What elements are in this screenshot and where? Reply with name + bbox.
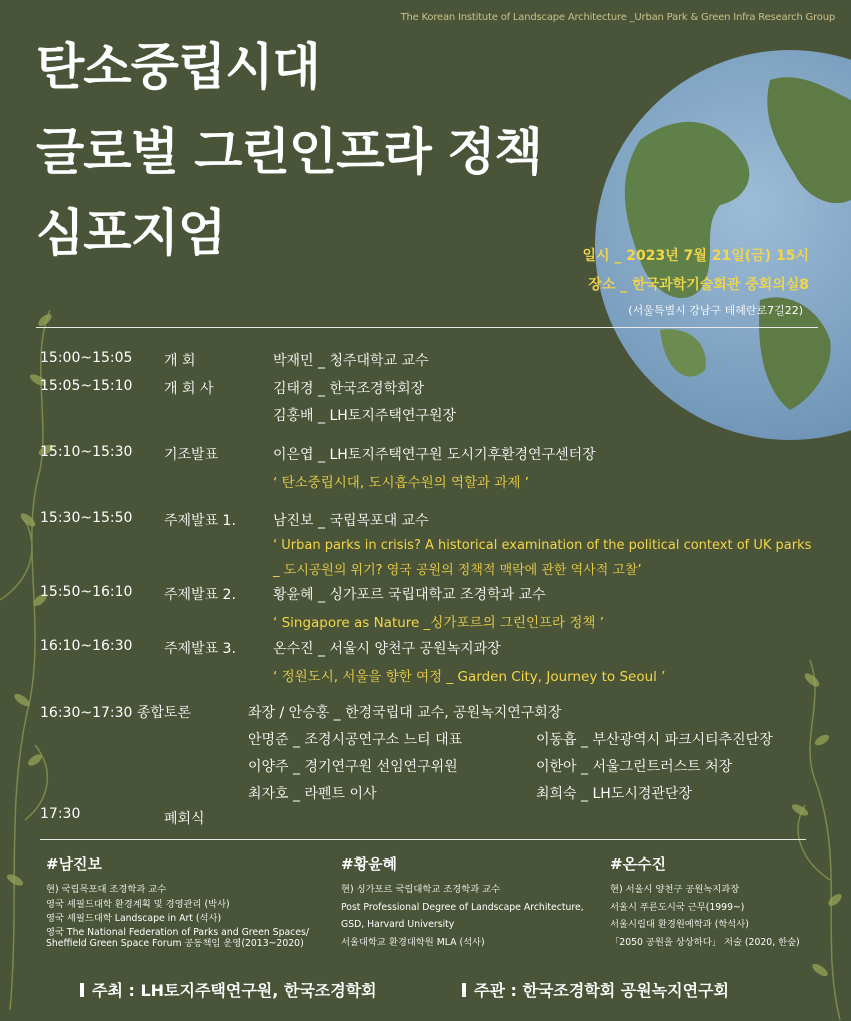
profile-line: 현) 서울시 양천구 공원녹지과장 [610, 884, 740, 895]
schedule-time: 16:30~17:30 종합토론 [40, 705, 191, 721]
schedule-time: 17:30 [40, 806, 81, 822]
event-date: 일시 _ 2023년 7월 21일(금) 15시 [582, 248, 809, 264]
title-line-1: 탄소중립시대 [36, 38, 320, 96]
schedule-person: 황윤혜 _ 싱가포르 국립대학교 조경학과 교수 [273, 587, 546, 603]
footer-organizer-text: 주관 : 한국조경학회 공원녹지연구회 [474, 981, 729, 1000]
schedule-label: 폐회식 [164, 811, 205, 827]
schedule-person: 온수진 _ 서울시 양천구 공원녹지과장 [273, 641, 501, 657]
schedule-person: 김홍배 _ LH토지주택연구원장 [273, 408, 456, 424]
footer-host [80, 978, 377, 1001]
schedule-time: 16:10~16:30 [40, 638, 133, 654]
schedule-label: 기조발표 [164, 447, 219, 463]
schedule-time: 15:05~15:10 [40, 378, 133, 394]
schedule-time: 15:00~15:05 [40, 350, 133, 366]
profile-line: GSD, Harvard University [341, 919, 455, 930]
organization-name: The Korean Institute of Landscape Architecture _Urban Park & Green Infra Research Group [400, 12, 835, 23]
schedule-label: 개 회 사 [164, 381, 214, 397]
profile-line: 영국 셰필드대학 Landscape in Art (석사) [46, 913, 222, 924]
bar-marker [462, 983, 466, 997]
schedule-topic: ‘ Urban parks in crisis? A historical examination of the political context of UK parks [273, 538, 812, 553]
profile-line: 「2050 공원을 상상하다」 저술 (2020, 한숲) [610, 936, 800, 948]
schedule-label: 주제발표 2. [164, 587, 236, 603]
panelist: 이양주 _ 경기연구원 선임연구위원 [248, 759, 458, 775]
panelist: 최희숙 _ LH도시경관단장 [536, 786, 692, 802]
divider-top [36, 327, 818, 328]
divider-bottom [40, 839, 806, 840]
title-line-2: 글로벌 그린인프라 정책 [36, 123, 542, 181]
schedule-time: 15:50~16:10 [40, 584, 133, 600]
event-place: 장소 _ 한국과학기술회관 중회의실8 [588, 277, 809, 293]
discussion-chair: 좌장 / 안승홍 _ 한경국립대 교수, 공원녹지연구회장 [248, 705, 562, 721]
event-address: (서울특별시 강남구 테헤란로7길22) [628, 304, 803, 317]
profile-line: 서울대학교 환경대학원 MLA (석사) [341, 936, 485, 948]
panelist: 최자호 _ 라펜트 이사 [248, 786, 377, 802]
profile-line: 서울시립대 환경원예학과 (학석사) [610, 919, 749, 930]
schedule-topic: _ 도시공원의 위기? 영국 공원의 정책적 맥락에 관한 역사적 고찰’ [273, 563, 642, 578]
schedule-person: 이은엽 _ LH토지주택연구원 도시기후환경연구센터장 [273, 447, 596, 463]
profile-name: #남진보 [46, 855, 103, 873]
profile-line: Post Professional Degree of Landscape Architecture, [341, 901, 584, 913]
profile-line: 현) 싱가포르 국립대학교 조경학과 교수 [341, 884, 501, 895]
schedule-topic: ‘ Singapore as Nature _싱가포르의 그린인프라 정책 ’ [273, 615, 605, 631]
profile-name: #온수진 [610, 855, 667, 873]
profile-line: 현) 국립목포대 조경학과 교수 [46, 884, 167, 895]
schedule-label: 주제발표 1. [164, 513, 236, 529]
panelist: 이동흡 _ 부산광역시 파크시티추진단장 [536, 732, 773, 748]
schedule-time: 15:10~15:30 [40, 444, 133, 460]
profile-details [46, 883, 309, 949]
schedule-topic: ‘ 탄소중립시대, 도시흡수원의 역할과 과제 ’ [273, 475, 530, 491]
panelist: 안명준 _ 조경시공연구소 느티 대표 [248, 732, 463, 748]
schedule-label: 개 회 [164, 353, 196, 369]
profile-details [610, 883, 800, 950]
profile-line: 영국 The National Federation of Parks and Green Spaces/ [46, 926, 309, 938]
title-line-3: 심포지엄 [36, 204, 226, 262]
footer-organizer [462, 978, 729, 1001]
schedule-label: 주제발표 3. [164, 641, 236, 657]
footer-host-text: 주최 : LH토지주택연구원, 한국조경학회 [92, 981, 377, 1000]
panelist: 이한아 _ 서울그린트러스트 처장 [536, 759, 733, 775]
profile-line: Sheffield Green Space Forum 공동책임 운영(2013~2020) [46, 937, 304, 949]
schedule-person: 남진보 _ 국립목포대 교수 [273, 513, 429, 529]
schedule-person: 박재민 _ 청주대학교 교수 [273, 353, 429, 369]
profile-line: 서울시 푸른도시국 근무(1999~) [610, 901, 745, 913]
profile-line: 영국 셰필드대학 환경계획 및 경영관리 (박사) [46, 898, 230, 910]
schedule-topic: ‘ 정원도시, 서울을 향한 여정 _ Garden City, Journey to Seoul ’ [273, 669, 666, 685]
schedule-time: 15:30~15:50 [40, 510, 133, 526]
schedule-person: 김태경 _ 한국조경학회장 [273, 381, 425, 397]
profile-details [341, 883, 584, 950]
vine-decoration-left [0, 310, 50, 1010]
bar-marker [80, 983, 84, 997]
profile-name: #황윤혜 [341, 855, 398, 873]
